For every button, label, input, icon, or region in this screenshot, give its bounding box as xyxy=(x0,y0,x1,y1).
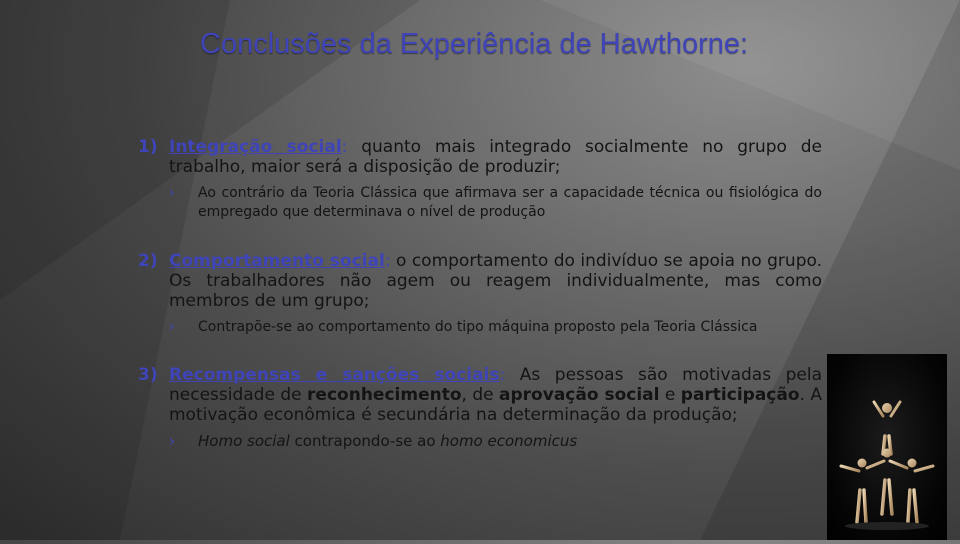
sub-item-3 xyxy=(169,432,822,451)
item-number: 2) xyxy=(138,251,158,271)
item-number: 1) xyxy=(138,137,158,157)
item-number: 3) xyxy=(138,365,158,385)
italic-homo-economicus: homo economicus xyxy=(440,432,578,450)
italic-homo-social: Homo social xyxy=(198,432,290,450)
term-colon: : xyxy=(341,137,348,157)
list-item-1 xyxy=(138,137,822,177)
sub-item-1 xyxy=(169,184,822,222)
sub-item-text: Ao contrário da Teoria Clássica que afirmava ser a capacidade técnica ou fisiológica do empregado que determinava o nível de produção xyxy=(198,185,822,220)
item-text: . A motivação econômica é secundária na determinação da produção; xyxy=(169,385,823,425)
wooden-mannequins-icon xyxy=(827,354,947,540)
item-text: , de xyxy=(461,385,500,405)
item-text: As pessoas são motivadas pela necessidade de xyxy=(169,365,822,405)
sub-item-text: contrapondo-se ao xyxy=(289,432,441,450)
bold-participacao: participação xyxy=(680,385,800,405)
sub-item-text: Contrapõe-se ao comportamento do tipo máquina proposto pela Teoria Clássica xyxy=(198,319,758,335)
bold-aprovacao-social: aprovação social xyxy=(499,385,660,405)
arrow-bullet-icon: › xyxy=(169,319,175,335)
list-item-2 xyxy=(138,251,822,311)
item-text: quanto mais integrado socialmente no grupo de trabalho, maior será a disposição de produzir; xyxy=(169,137,823,177)
slide-title: Conclusões da Experiência de Hawthorne: xyxy=(200,28,749,60)
item-text: o comportamento do indivíduo se apoia no grupo. Os trabalhadores não agem ou reagem individualmente, mas como membros de um grupo; xyxy=(169,251,822,311)
mannequins-image xyxy=(827,354,947,540)
sub-item-2 xyxy=(169,318,822,337)
term-colon: : xyxy=(384,251,391,271)
arrow-bullet-icon: › xyxy=(169,432,175,450)
bold-reconhecimento: reconhecimento xyxy=(307,385,462,405)
term-comportamento-social: Comportamento social xyxy=(169,251,385,271)
item-text: e xyxy=(659,385,681,405)
slide-content xyxy=(138,137,822,451)
arrow-bullet-icon: › xyxy=(169,185,175,201)
term-colon: : xyxy=(499,365,506,385)
term-integracao-social: Integração social xyxy=(169,137,342,157)
term-recompensas-sancoes: Recompensas e sanções sociais xyxy=(169,365,500,385)
list-item-3 xyxy=(138,365,822,425)
